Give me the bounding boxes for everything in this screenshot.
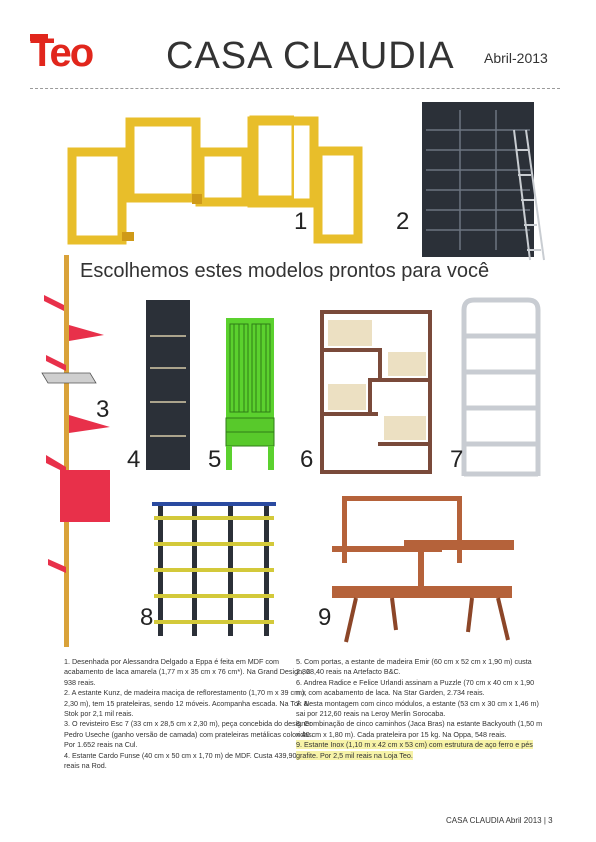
dark-bookcase-image (418, 100, 548, 265)
narrow-bookcase-image (144, 298, 192, 476)
captions-right (296, 657, 546, 761)
caption-4: 4. Estante Cardo Funse (40 cm x 50 cm x 1,70 m) de MDF. Custa 439,90 reais na Rod. (64, 750, 297, 771)
pole-rack-image (40, 255, 130, 647)
item-number-9: 9 (318, 604, 332, 631)
caption-1: 1. Desenhada por Alessandra Delgado a Eppa é feita em MDF com acabamento de laca amarela (1,77 m x 35 cm x 76 cm*). Na Grand Design, 2 938 reais. (64, 657, 311, 687)
item-number-8: 8 (140, 604, 154, 631)
white-shelf-image (458, 296, 544, 482)
caption-5: 5. Com portas, a estante de madeira Emir (60 cm x 52 cm x 1,90 m) custa 2.868,40 reais na Artefacto B&C. (296, 657, 532, 677)
grid-shelf-image (152, 498, 282, 640)
magazine-name: CASA CLAUDIA (166, 35, 455, 77)
copper-table-image (322, 490, 522, 648)
issue-date: Abril-2013 (484, 50, 548, 66)
item-number-2: 2 (396, 208, 410, 235)
green-cabinet-image (220, 314, 280, 474)
header-divider (30, 88, 560, 89)
caption-3: 3. O revisteiro Esc 7 (33 cm x 28,5 cm x 2,30 m), peça concebida do designer Pedro Useche (ganho versão de camada) com prateleiras metálicas coloridas. Por 1.652 reais na Cul. (64, 719, 314, 750)
item-number-3: 3 (96, 396, 110, 423)
captions-left (64, 657, 314, 771)
puzzle-shelf-image (318, 308, 436, 476)
caption-9 (296, 740, 546, 761)
caption-7: 7. Nesta montagem com cinco módulos, a estante (53 cm x 30 cm x 1,46 m) sai por 212,60 reais na Leroy Merlin Sorocaba. (296, 698, 539, 719)
item-number-1: 1 (294, 208, 308, 235)
caption-9-highlight: 9. Estante Inox (1,10 m x 42 cm x 53 cm) com estrutura de aço ferro e pés grafite. Por 2,5 mil reais na Loja Teo. (296, 740, 533, 760)
item-number-7: 7 (450, 446, 464, 473)
caption-2: 2. A estante Kunz, de madeira maciça de reflorestamento (1,70 m x 39 cm x 2,30 m), tem 15 prateleiras, sendo 12 móveis. Acompanha escada. Na Tok & Stok por 2,1 mil reais. (64, 688, 309, 719)
teo-logo: Teo (30, 31, 93, 75)
item-number-5: 5 (208, 446, 222, 473)
item-number-4: 4 (127, 446, 141, 473)
caption-8: 8. Combinação de cinco caminhos (Jaca Bras) na estante Backyouth (1,50 m x 40 cm x 1,80 m). Cada prateleira por 15 kg. Na Oppa, 548 reais. (296, 719, 543, 739)
section-subtitle: Escolhemos estes modelos prontos para você (80, 260, 490, 282)
item-number-6: 6 (300, 446, 314, 473)
page-footer: CASA CLAUDIA Abril 2013 | 3 (446, 816, 553, 825)
caption-6: 6. Andrea Radice e Felice Urlandi assinam a Puzzle (70 cm x 40 cm x 1,90 m), com acabamento de laca. Na Star Garden, 2.734 reais. (296, 677, 535, 698)
